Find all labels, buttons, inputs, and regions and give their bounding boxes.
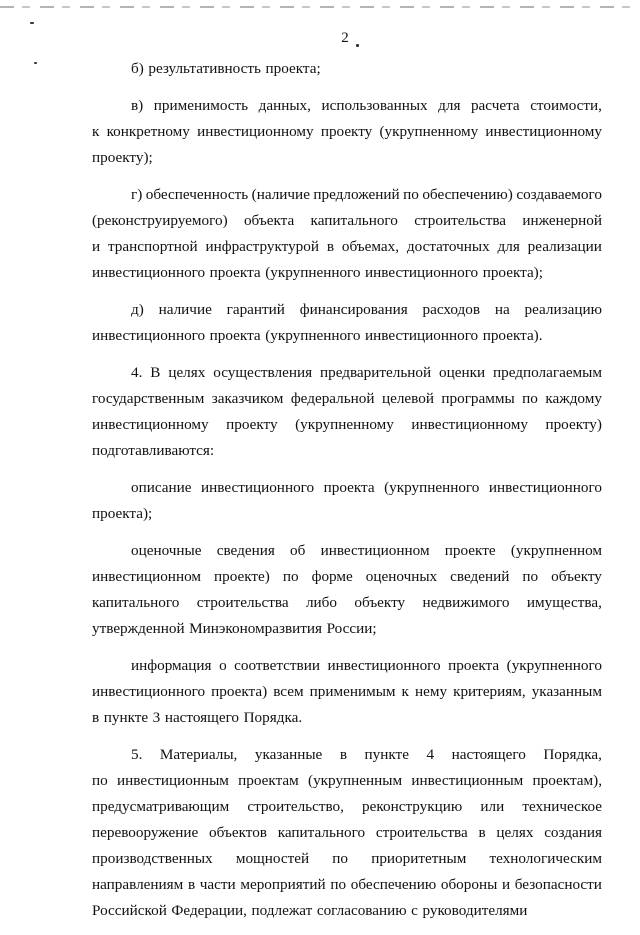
text-line xyxy=(92,93,602,119)
word: реконструкцию xyxy=(362,798,463,815)
word: проекта xyxy=(323,479,375,496)
text-line xyxy=(92,653,602,679)
word: проекту); xyxy=(92,149,153,166)
text-line xyxy=(92,386,602,412)
word: расходов xyxy=(422,301,481,318)
word: инвестиционном xyxy=(320,542,430,559)
page-number: 2 xyxy=(341,30,349,46)
word: подготавливаются: xyxy=(92,442,215,459)
word: нему xyxy=(414,683,448,700)
word: предварительной xyxy=(319,364,432,381)
word: В xyxy=(150,364,161,381)
word: инвестиционного xyxy=(365,327,479,344)
word: г) xyxy=(131,186,143,203)
word: (укрупненному xyxy=(295,416,394,433)
word: стоимости, xyxy=(530,97,602,114)
word: согласованию xyxy=(316,902,407,919)
word: Федерации, xyxy=(171,902,247,919)
word: инфраструктурой xyxy=(205,238,319,255)
paragraph xyxy=(92,653,602,731)
word: проекта) xyxy=(211,683,268,700)
text-line xyxy=(92,360,602,386)
word: имущества, xyxy=(526,594,602,611)
word: целях xyxy=(496,824,534,841)
word: России; xyxy=(326,620,377,637)
word: Российской xyxy=(92,902,167,919)
word: проекта xyxy=(209,327,261,344)
word: оценочные xyxy=(131,542,202,559)
paragraph xyxy=(92,182,602,286)
word: по xyxy=(92,772,108,789)
word: руководителями xyxy=(422,902,528,919)
word: Порядка. xyxy=(243,709,303,726)
word: к xyxy=(401,683,409,700)
word: по xyxy=(522,568,539,585)
word: финансирования xyxy=(299,301,408,318)
word: инвестиционному xyxy=(411,416,528,433)
word: предполагаемым xyxy=(493,364,602,381)
word: конкретному xyxy=(106,123,190,140)
text-line xyxy=(92,119,602,145)
word: наличие xyxy=(158,301,212,318)
text-line xyxy=(92,145,602,171)
word: мероприятий xyxy=(240,876,326,893)
word: форме xyxy=(311,568,353,585)
word: инвестиционного xyxy=(327,657,441,674)
word: сведений xyxy=(450,568,510,585)
word: 4. xyxy=(131,364,143,381)
word: каждому xyxy=(545,390,602,407)
word: капитального xyxy=(310,212,398,229)
word: пункте xyxy=(364,746,409,763)
word: мощностей xyxy=(235,850,310,867)
word: всем xyxy=(273,683,304,700)
word: транспортной xyxy=(107,238,198,255)
text-line xyxy=(92,208,602,234)
word: проектам xyxy=(238,772,299,789)
word: программы xyxy=(441,390,515,407)
word: настоящего xyxy=(164,709,240,726)
word: по xyxy=(403,186,419,203)
word: (реконструируемого) xyxy=(92,212,228,229)
word: инвестиционного xyxy=(92,327,206,344)
word: капитального xyxy=(277,824,366,841)
word: в xyxy=(478,824,486,841)
word: проекта xyxy=(448,657,500,674)
word: (укрупненного xyxy=(506,657,602,674)
word: на xyxy=(494,301,510,318)
word: 5. xyxy=(131,746,143,763)
word: заказчиком xyxy=(211,390,284,407)
word: об xyxy=(290,542,306,559)
word: объекту xyxy=(354,594,406,611)
paragraph xyxy=(92,297,602,349)
word: результативность xyxy=(148,60,261,77)
word: в) xyxy=(131,97,144,114)
word: инвестиционного xyxy=(488,479,602,496)
word: 3 xyxy=(152,709,161,726)
word: инвестиционного xyxy=(201,479,315,496)
paragraph xyxy=(92,56,602,82)
text-line xyxy=(92,438,602,464)
word: соответствии xyxy=(234,657,320,674)
word: безопасности xyxy=(514,876,602,893)
word: по xyxy=(282,568,299,585)
word: указанные xyxy=(254,746,323,763)
word: реализацию xyxy=(524,301,602,318)
text-line xyxy=(92,679,602,705)
word: по xyxy=(332,850,349,867)
word: обороны xyxy=(440,876,498,893)
word: проекта). xyxy=(482,327,543,344)
word: проекте) xyxy=(214,568,270,585)
word: достаточных xyxy=(406,238,490,255)
text-line xyxy=(92,768,602,794)
word: целевой xyxy=(381,390,434,407)
text-line xyxy=(92,182,602,208)
word: инвестиционного xyxy=(92,264,206,281)
word: сведения xyxy=(216,542,275,559)
word: проекта xyxy=(209,264,261,281)
word: осуществления xyxy=(213,364,313,381)
word: инвестиционным xyxy=(117,772,229,789)
word: объемах, xyxy=(341,238,400,255)
word: б) xyxy=(131,60,144,77)
word: (укрупненному xyxy=(379,123,479,140)
word: для xyxy=(497,238,520,255)
word: производственных xyxy=(92,850,213,867)
word: по xyxy=(522,390,538,407)
word: применимость xyxy=(153,97,249,114)
word: строительство, xyxy=(247,798,344,815)
word: о xyxy=(219,657,227,674)
paragraph xyxy=(92,93,602,171)
word: информация xyxy=(131,657,212,674)
word: применимым xyxy=(309,683,396,700)
word: инженерной xyxy=(522,212,602,229)
word: пункте xyxy=(103,709,149,726)
word: проекту) xyxy=(545,416,602,433)
word: или xyxy=(480,798,505,815)
word: проектам), xyxy=(532,772,602,789)
word: критериям, xyxy=(453,683,526,700)
word: оценки xyxy=(439,364,486,381)
word: части xyxy=(199,876,236,893)
word: предложений xyxy=(313,186,400,203)
word: в xyxy=(92,709,100,726)
word: (укрупненным xyxy=(308,772,403,789)
word: техническое xyxy=(522,798,602,815)
word: гарантий xyxy=(226,301,285,318)
word: проекту xyxy=(226,416,278,433)
word: обеспеченность xyxy=(145,186,249,203)
scan-top-edge xyxy=(0,6,640,8)
word: предусматривающим xyxy=(92,798,230,815)
word: инвестиционного xyxy=(365,264,479,281)
word: к xyxy=(92,123,100,140)
word: в xyxy=(187,876,196,893)
word: и xyxy=(92,238,101,255)
text-line xyxy=(92,260,602,286)
text-line xyxy=(92,820,602,846)
word: проекте xyxy=(444,542,496,559)
text-line xyxy=(92,475,602,501)
word: для xyxy=(438,97,461,114)
scan-speck xyxy=(34,62,37,64)
paragraph xyxy=(92,538,602,642)
word: инвестиционному xyxy=(197,123,314,140)
word: инвестиционному xyxy=(92,416,209,433)
word: по xyxy=(330,876,347,893)
text-line xyxy=(92,564,602,590)
word: указанным xyxy=(531,683,602,700)
word: в xyxy=(326,238,334,255)
word: создаваемого xyxy=(516,186,602,203)
text-line xyxy=(92,323,602,349)
word: проекта); xyxy=(482,264,543,281)
word: инвестиционным xyxy=(411,772,524,789)
word: подлежат xyxy=(251,902,313,919)
word: данных, xyxy=(258,97,311,114)
word: создания xyxy=(544,824,602,841)
word: направлениям xyxy=(92,876,184,893)
text-line xyxy=(92,898,602,924)
document-body xyxy=(92,56,602,935)
word: использованных xyxy=(321,97,428,114)
word: Минэкономразвития xyxy=(189,620,323,637)
word: либо xyxy=(305,594,337,611)
word: технологическим xyxy=(489,850,602,867)
text-line xyxy=(92,705,602,731)
word: капитального xyxy=(92,594,180,611)
text-line xyxy=(92,234,602,260)
word: приоритетным xyxy=(371,850,467,867)
word: строительства xyxy=(196,594,289,611)
word: в xyxy=(339,746,347,763)
word: обеспечению xyxy=(350,876,437,893)
word: строительства xyxy=(375,824,468,841)
text-line xyxy=(92,501,602,527)
text-line xyxy=(92,412,602,438)
word: утвержденной xyxy=(92,620,185,637)
word: объекта xyxy=(243,212,295,229)
scan-speck xyxy=(30,22,34,24)
word: д) xyxy=(131,301,144,318)
word: инвестиционном xyxy=(92,568,201,585)
word: расчета xyxy=(470,97,520,114)
paragraph xyxy=(92,360,602,464)
text-line xyxy=(92,742,602,768)
word: (укрупненного xyxy=(384,479,480,496)
word: и xyxy=(501,876,511,893)
word: обеспечению) xyxy=(422,186,513,203)
word: описание xyxy=(131,479,192,496)
text-line xyxy=(92,794,602,820)
text-line xyxy=(92,590,602,616)
word: (наличие xyxy=(251,186,310,203)
word: реализации xyxy=(527,238,602,255)
word: Материалы, xyxy=(159,746,238,763)
word: (укрупненном xyxy=(510,542,602,559)
text-line xyxy=(92,56,602,82)
word: (укрупненного xyxy=(265,327,361,344)
word: перевооружение xyxy=(92,824,199,841)
word: объекту xyxy=(551,568,602,585)
word: (укрупненного xyxy=(265,264,361,281)
text-line xyxy=(92,846,602,872)
word: 4 xyxy=(426,746,435,763)
word: инвестиционного xyxy=(92,683,206,700)
paragraph xyxy=(92,742,602,924)
word: оценочных xyxy=(365,568,438,585)
text-line xyxy=(92,616,602,642)
paragraph xyxy=(92,475,602,527)
text-line xyxy=(92,872,602,898)
word: объектов xyxy=(209,824,267,841)
text-line xyxy=(92,297,602,323)
word: настоящего xyxy=(451,746,526,763)
word: инвестиционному xyxy=(485,123,602,140)
word: проекту xyxy=(320,123,373,140)
word: Порядка, xyxy=(543,746,602,763)
word: целях xyxy=(168,364,206,381)
word: проекта; xyxy=(265,60,321,77)
text-line xyxy=(92,538,602,564)
word: проекта); xyxy=(92,505,153,522)
word: строительства xyxy=(414,212,507,229)
word: государственным xyxy=(92,390,205,407)
word: с xyxy=(411,902,418,919)
word: недвижимого xyxy=(422,594,510,611)
word: федеральной xyxy=(290,390,375,407)
